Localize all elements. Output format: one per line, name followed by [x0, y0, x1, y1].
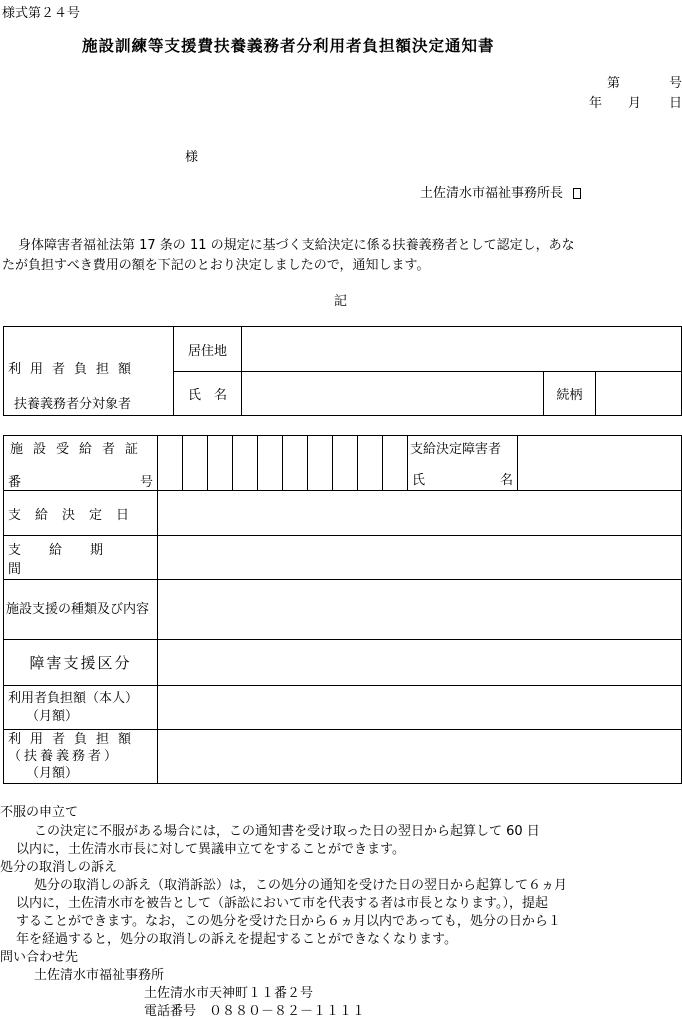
- ki-heading: 記: [334, 294, 348, 309]
- issuer-name: 土佐清水市福祉事務所長: [420, 186, 564, 201]
- cert-label-top: 施設受給者証: [10, 442, 149, 457]
- support-category-field[interactable]: [158, 640, 682, 686]
- lawsuit-heading: 処分の取消しの訴え: [0, 860, 118, 875]
- support-category-label: 障害支援区分: [4, 640, 158, 686]
- guardian-burden-label: 利用者負担額 （扶養義務者） （月額）: [4, 730, 158, 784]
- disabled-person-name-field[interactable]: [518, 436, 682, 491]
- appeal-line-1: この決定に不服がある場合には，この通知書を受け取った日の翌日から起算して 60 日: [34, 824, 540, 839]
- support-type-label: 施設支援の種類及び内容: [4, 580, 158, 640]
- contact-heading: 問い合わせ先: [0, 950, 79, 965]
- relation-label: 続柄: [544, 372, 596, 416]
- seal-mark-icon: [573, 188, 581, 199]
- body-line-2: たが負担すべき費用の額を下記のとおり決定しましたので，通知します。: [2, 258, 430, 273]
- self-burden-field[interactable]: [158, 686, 682, 730]
- disabled-person-label: [408, 436, 518, 491]
- lawsuit-line-4: 年を経過すると，処分の取消しの訴えを提起することができなくなります。: [16, 932, 457, 947]
- address-field[interactable]: [242, 327, 682, 372]
- name-label: 氏 名: [174, 372, 242, 416]
- lawsuit-line-2: 以内に，土佐清水市を被告として（訴訟において市を代表する者は市長となります。），提起: [16, 896, 548, 911]
- cert-label: [4, 436, 158, 491]
- contact-office: 土佐清水市福祉事務所: [34, 968, 165, 983]
- cert-digit-cell[interactable]: [283, 436, 308, 491]
- cert-digit-cell[interactable]: [158, 436, 183, 491]
- cert-digit-cell[interactable]: [233, 436, 258, 491]
- guardian-burden-field[interactable]: [158, 730, 682, 784]
- name-field[interactable]: [242, 372, 544, 416]
- applicant-left-label: [4, 327, 174, 416]
- applicant-table: [3, 326, 682, 416]
- cert-digit-cell[interactable]: [183, 436, 208, 491]
- document-title: 施設訓練等支援費扶養義務者分利用者負担額決定通知書: [82, 37, 495, 55]
- issue-number-suffix: 号: [669, 76, 682, 91]
- issue-day: 日: [669, 96, 682, 111]
- lawsuit-line-3: することができます。なお，この処分を受けた日から６ヵ月以内であっても，処分の日から１: [16, 914, 561, 929]
- contact-phone: 電話番号 ０８８０－８２－１１１１: [144, 1004, 366, 1019]
- addressee-suffix: 様: [185, 150, 199, 165]
- cert-digit-cell[interactable]: [258, 436, 283, 491]
- cert-digit-cell[interactable]: [358, 436, 383, 491]
- appeal-line-2: 以内に，土佐清水市長に対して異議申立てをすることができます。: [16, 842, 405, 857]
- decision-table: [3, 435, 682, 784]
- body-line-1: 身体障害者福祉法第 17 条の 11 の規定に基づく支給決定に係る扶養義務者として認定し，あな: [18, 238, 575, 253]
- support-type-field[interactable]: [158, 580, 682, 640]
- period-field[interactable]: [158, 536, 682, 580]
- cert-digit-cell[interactable]: [308, 436, 333, 491]
- issue-number-prefix: 第: [607, 76, 621, 91]
- left-bottom-label: 扶養義務者分対象者: [14, 397, 132, 412]
- decision-date-field[interactable]: [158, 491, 682, 536]
- self-burden-label: 利用者負担額（本人） （月額）: [4, 686, 158, 730]
- issue-year: 年: [589, 96, 603, 111]
- cert-digit-cell[interactable]: [208, 436, 233, 491]
- period-label: 支給期間: [4, 536, 158, 580]
- issue-month: 月: [628, 96, 642, 111]
- left-top-label: 利用者負担額: [8, 362, 141, 377]
- cert-digit-cell[interactable]: [333, 436, 358, 491]
- appeal-heading: 不服の申立て: [0, 805, 79, 820]
- disabled-label-top: 支給決定障害者: [410, 442, 502, 457]
- relation-field[interactable]: [596, 372, 682, 416]
- decision-date-label: 支給決定日: [4, 491, 158, 536]
- cert-digit-cell[interactable]: [383, 436, 408, 491]
- contact-address: 土佐清水市天神町１１番２号: [144, 986, 314, 1001]
- cert-label-bottom: 番 号: [8, 475, 153, 490]
- address-label: 居住地: [174, 327, 242, 372]
- issuer: [420, 182, 581, 201]
- form-number: 様式第２４号: [2, 6, 81, 21]
- disabled-label-bottom: 氏 名: [412, 473, 513, 488]
- lawsuit-line-1: 処分の取消しの訴え（取消訴訟）は，この処分の通知を受けた日の翌日から起算して６ヵ月: [34, 878, 568, 893]
